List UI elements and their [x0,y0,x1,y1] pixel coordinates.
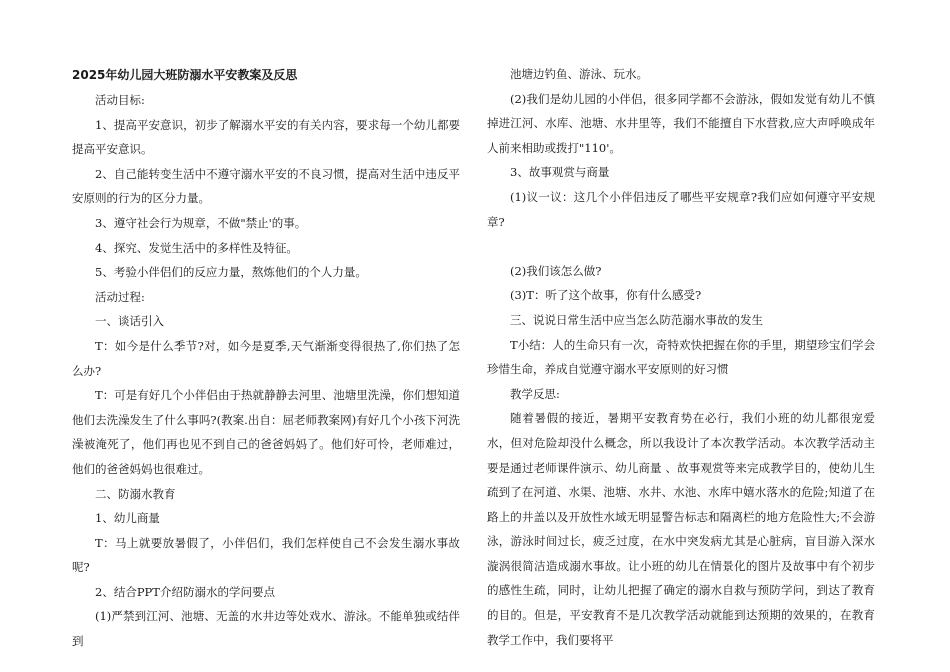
section-heading: 三、说说日常生活中应当怎么防范溺水事故的发生 [510,312,763,327]
paragraph: 3、遵守社会行为规章，不做"禁止'的事。 [95,215,307,230]
paragraph: (1)议一议：这几个小伴侣违反了哪些平安规章?我们应如何遵守平安规章? [487,189,875,229]
blank-line [487,234,875,259]
section-heading: 二、防溺水教育 [95,486,176,501]
paragraph: 教学反思: [510,386,560,401]
paragraph: T：马上就要放暑假了，小伴侣们，我们怎样使自己不会发生溺水事故呢? [72,535,460,575]
paragraph: 活动目标: [95,93,145,107]
paragraph: 1、幼儿商量 [95,511,160,526]
right-column [487,62,875,652]
paragraph: 4、探究、发觉生活中的多样性及特征。 [95,240,298,255]
paragraph: 随着暑假的接近，暑期平安教育势在必行，我们小班的幼儿都很宠爱水，但对危险却没什么概念，所以我设计了本次教学活动。本次教学活动主要是通过老师课件演示、幼儿商量 、故事观赏等来完成教学目的，使幼儿生疏到了在河道、水渠、池塘、水井、水池、水库中嬉水落水的危险;知道了在路上的井盖以及开放性水域无明显警告标志和隔离栏的地方危险性大;不会游泳，游泳时间过长，疲乏过度，在水中突发病尤其是心脏病，盲目游入深水漩涡很简洁造成溺水事故。让小班的幼儿在情景化的图片及故事中有个初步的感性生疏，同时，让幼儿把握了确定的溺水自救与预防学问，到达了教育的目的。但是，平安教育不是几次教学活动就能到达预期的效果的，在教育教学工作中，我们要将平 [487,411,875,647]
paragraph: T：可是有好几个小伴侣由于热就静静去河里、池塘里洗澡，你们想知道他们去洗澡发生了什么事吗?(教案.出自：屈老师教案网)有好几个小孩下河洗澡被淹死了，他们再也见不到自己的爸爸妈妈了。他们好可怜，老师难过，他们的爸爸妈妈也很难过。 [72,388,460,476]
paragraph: 3、故事观赏与商量 [510,165,610,180]
paragraph: 1、提高平安意识，初步了解溺水平安的有关内容，要求每一个幼儿都要提高平安意识。 [72,117,460,157]
paragraph: 2、自己能转变生活中不遵守溺水平安的不良习惯，提高对生活中违反平安原则的行为的区分力量。 [72,166,460,206]
paragraph: 2、结合PPT介绍防溺水的学问要点 [95,584,275,599]
paragraph: (3)T：听了这个故事，你有什么感受? [510,288,702,303]
paragraph: 池塘边钓鱼、游泳、玩水。 [510,67,648,81]
paragraph: 5、考验小伴侣们的反应力量，熬炼他们的个人力量。 [95,265,367,280]
paragraph: T小结：人的生命只有一次，奇特欢快把握在你的手里，期望珍宝们学会珍惜生命，养成自觉遵守溺水平安原则的好习惯 [487,337,875,377]
left-column [72,62,460,654]
paragraph: T：如今是什么季节?对，如今是夏季,天气渐渐变得很热了,你们热了怎么办? [72,338,460,378]
paragraph: (2)我们该怎么做? [510,263,602,278]
document-title: 2025年幼儿园大班防溺水平安教案及反思 [72,68,298,82]
paragraph: (2)我们是幼儿园的小伴侣，很多同学都不会游泳，假如发觉有幼儿不慎掉进江河、水库、池塘、水井里等，我们不能擅自下水营救,应大声呼唤成年人前来相助或拨打"110'。 [487,91,875,155]
paragraph: 活动过程: [95,289,145,304]
paragraph: (1)严禁到江河、池塘、无盖的水井边等处戏水、游泳。不能单独或结伴到 [72,609,460,649]
section-heading: 一、谈话引入 [95,314,164,329]
